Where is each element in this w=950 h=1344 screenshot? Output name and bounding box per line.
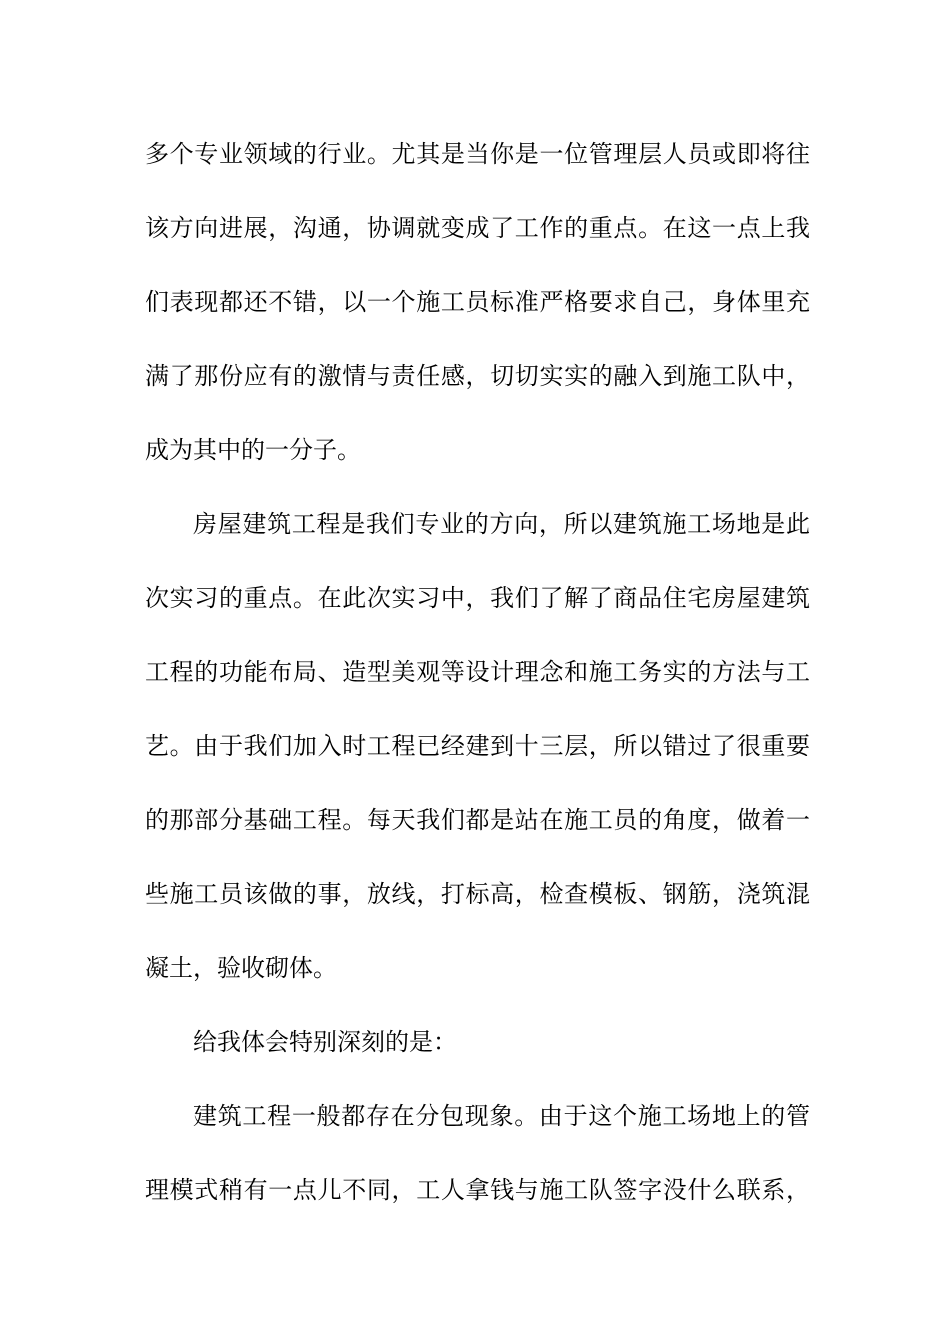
text-line: 理模式稍有一点儿不同，工人拿钱与施工队签字没什么联系， bbox=[145, 1176, 810, 1204]
paragraph-first-line: 建筑工程一般都存在分包现象。由于这个施工场地上的管 bbox=[193, 1102, 810, 1130]
text-line: 的那部分基础工程。每天我们都是站在施工员的角度，做着一 bbox=[145, 806, 810, 834]
text-line: 们表现都还不错，以一个施工员标准严格要求自己，身体里充 bbox=[145, 288, 810, 316]
document-body bbox=[145, 132, 810, 1242]
text-line: 成为其中的一分子。 bbox=[145, 436, 361, 464]
text-line: 该方向进展，沟通，协调就变成了工作的重点。在这一点上我 bbox=[145, 214, 810, 242]
paragraph-first-line: 房屋建筑工程是我们专业的方向，所以建筑施工场地是此 bbox=[193, 510, 810, 538]
text-line: 满了那份应有的激情与责任感，切切实实的融入到施工队中， bbox=[145, 362, 810, 390]
text-line: 工程的功能布局、造型美观等设计理念和施工务实的方法与工 bbox=[145, 658, 810, 686]
text-line: 凝土，验收砌体。 bbox=[145, 954, 337, 982]
paragraph-first-line: 给我体会特别深刻的是： bbox=[193, 1028, 457, 1056]
text-line: 些施工员该做的事，放线，打标高，检查模板、钢筋，浇筑混 bbox=[145, 880, 810, 908]
text-line: 次实习的重点。在此次实习中，我们了解了商品住宅房屋建筑 bbox=[145, 584, 810, 612]
text-line: 多个专业领域的行业。尤其是当你是一位管理层人员或即将往 bbox=[145, 140, 810, 168]
text-line: 艺。由于我们加入时工程已经建到十三层，所以错过了很重要 bbox=[145, 732, 810, 760]
